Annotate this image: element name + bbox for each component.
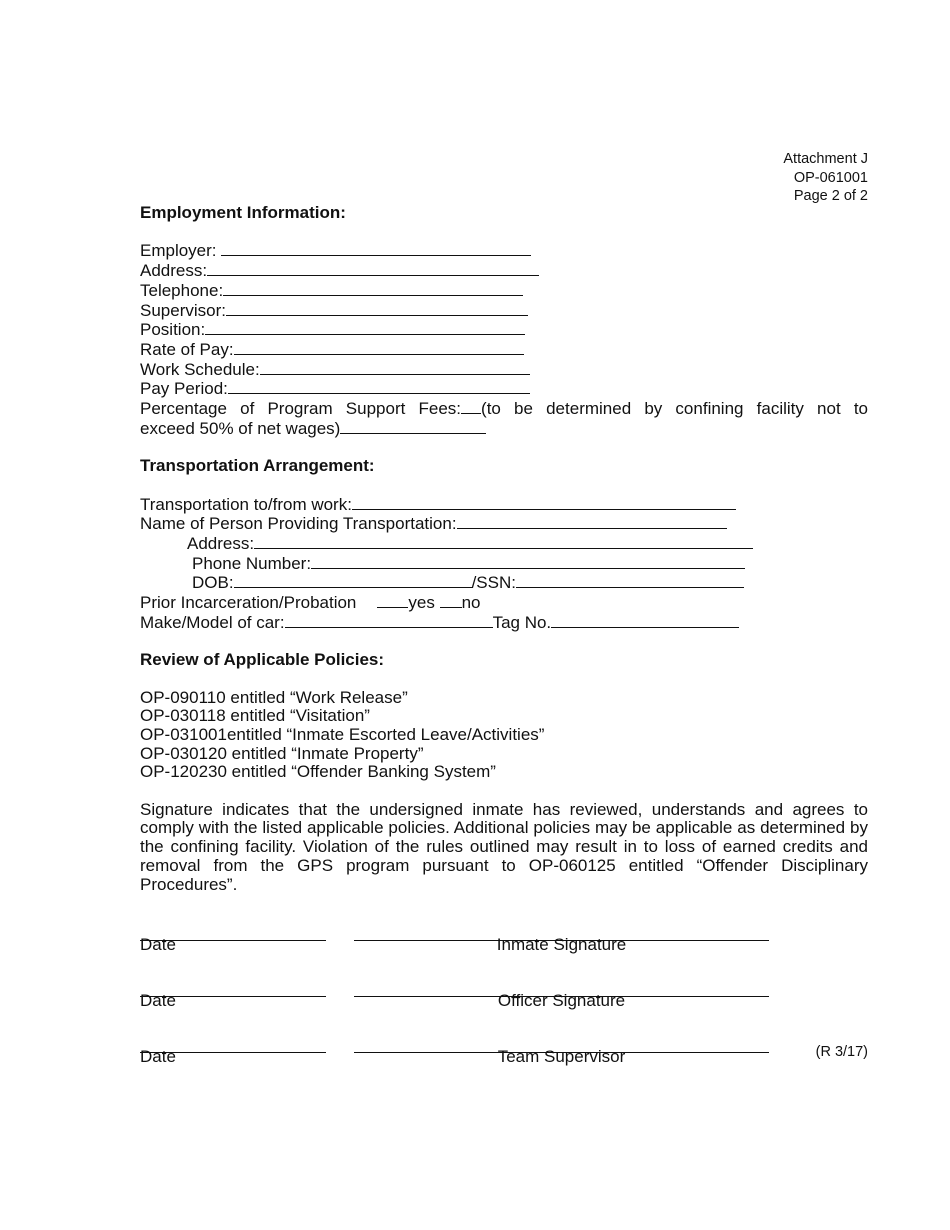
transport-to-from-line[interactable] [352, 495, 736, 510]
supervisor-line[interactable] [226, 301, 528, 316]
officer-signature-label: Officer Signature [497, 990, 626, 1010]
pay-period-label: Pay Period: [140, 379, 228, 399]
transport-to-from-field[interactable] [140, 495, 868, 515]
policies-heading: Review of Applicable Policies: [140, 650, 385, 670]
support-fees-label: Percentage of Program Support Fees: [140, 399, 462, 419]
transport-person-label: Name of Person Providing Transportation: [140, 514, 457, 534]
employer-field[interactable] [140, 241, 868, 261]
support-fees-line[interactable] [461, 399, 481, 414]
form-content [140, 204, 868, 1097]
employment-heading: Employment Information: [140, 203, 346, 222]
form-number: OP-061001 [793, 169, 868, 186]
support-fees-line2[interactable] [140, 419, 868, 439]
address-line[interactable] [207, 261, 539, 276]
transport-address-label: Address: [187, 533, 255, 553]
transport-dob-ssn-field[interactable] [140, 573, 868, 593]
telephone-field[interactable] [140, 281, 868, 301]
dob-line[interactable] [234, 573, 472, 588]
support-fees-amount-line[interactable] [340, 419, 486, 434]
policy-item: OP-090110 entitled “Work Release” [140, 687, 408, 707]
position-field[interactable] [140, 320, 868, 340]
make-model-line[interactable] [285, 613, 493, 628]
position-label: Position: [140, 320, 206, 340]
inmate-signature-label: Inmate Signature [496, 934, 627, 954]
transport-phone-line[interactable] [311, 554, 745, 569]
pay-period-line[interactable] [228, 379, 530, 394]
yes-label: yes [408, 593, 435, 613]
position-line[interactable] [205, 320, 525, 335]
make-model-tag-field[interactable] [140, 613, 868, 633]
rate-of-pay-label: Rate of Pay: [140, 339, 234, 359]
officer-signature-row [140, 985, 868, 1041]
support-fees-limit: exceed 50% of net wages) [140, 418, 341, 438]
transport-person-line[interactable] [457, 514, 727, 529]
tag-label: Tag No. [492, 612, 552, 632]
supervisor-field[interactable] [140, 301, 868, 321]
transport-phone-label: Phone Number: [192, 553, 312, 573]
transport-to-from-label: Transportation to/from work: [140, 494, 352, 514]
ssn-line[interactable] [516, 573, 744, 588]
telephone-label: Telephone: [140, 280, 224, 300]
revision-code: (R 3/17) [815, 1044, 868, 1060]
address-field[interactable] [140, 261, 868, 281]
employer-line[interactable] [221, 241, 531, 256]
policy-item: OP-031001entitled “Inmate Escorted Leave/Activities” [140, 724, 545, 744]
transportation-heading: Transportation Arrangement: [140, 456, 375, 476]
officer-date-label: Date [140, 990, 176, 1010]
transport-address-field[interactable] [140, 534, 868, 554]
dob-label: DOB: [192, 573, 234, 593]
transport-person-field[interactable] [140, 514, 868, 534]
team-supervisor-signature-label: Team Supervisor [497, 1046, 626, 1066]
no-label: no [461, 593, 481, 613]
ssn-label: /SSN: [471, 573, 516, 593]
work-schedule-field[interactable] [140, 360, 868, 380]
rate-of-pay-line[interactable] [234, 340, 524, 355]
inmate-date-label: Date [140, 934, 176, 954]
inmate-signature-row [140, 929, 868, 985]
prior-incarceration-field[interactable] [140, 593, 868, 613]
support-fees-line1 [140, 399, 868, 419]
yes-checkline[interactable] [377, 593, 408, 608]
prior-incarceration-label: Prior Incarceration/Probation [140, 593, 357, 613]
transport-phone-field[interactable] [140, 554, 868, 574]
tag-line[interactable] [551, 613, 739, 628]
page-number: Page 2 of 2 [793, 188, 868, 204]
employer-label: Employer: [140, 241, 217, 261]
signature-statement: Signature indicates that the undersigned inmate has reviewed, understands and agrees to comply with the listed applicable policies. Additional policies may be applicable as determined by the confining facility. Violation of the rules outlined may result in to loss of earned credits and removal from the GPS program pursuant to OP-060125 entitled “Offender Disciplinary Procedures”. [140, 799, 868, 894]
team-supervisor-date-label: Date [140, 1046, 176, 1066]
work-schedule-line[interactable] [260, 360, 530, 375]
supervisor-label: Supervisor: [140, 300, 226, 320]
document-header [783, 150, 868, 206]
address-label: Address: [140, 261, 208, 281]
rate-of-pay-field[interactable] [140, 340, 868, 360]
team-supervisor-signature-row [140, 1041, 868, 1097]
support-fees-note: (to be determined by confining facility not to [481, 399, 869, 419]
policy-item: OP-120230 entitled “Offender Banking System” [140, 762, 496, 782]
transport-address-line[interactable] [254, 534, 753, 549]
policy-item: OP-030120 entitled “Inmate Property” [140, 743, 424, 763]
make-model-label: Make/Model of car: [140, 612, 285, 632]
policy-item: OP-030118 entitled “Visitation” [140, 706, 370, 726]
no-checkline[interactable] [440, 593, 462, 608]
pay-period-field[interactable] [140, 379, 868, 399]
work-schedule-label: Work Schedule: [140, 359, 260, 379]
telephone-line[interactable] [223, 281, 523, 296]
attachment-label: Attachment J [783, 151, 868, 167]
